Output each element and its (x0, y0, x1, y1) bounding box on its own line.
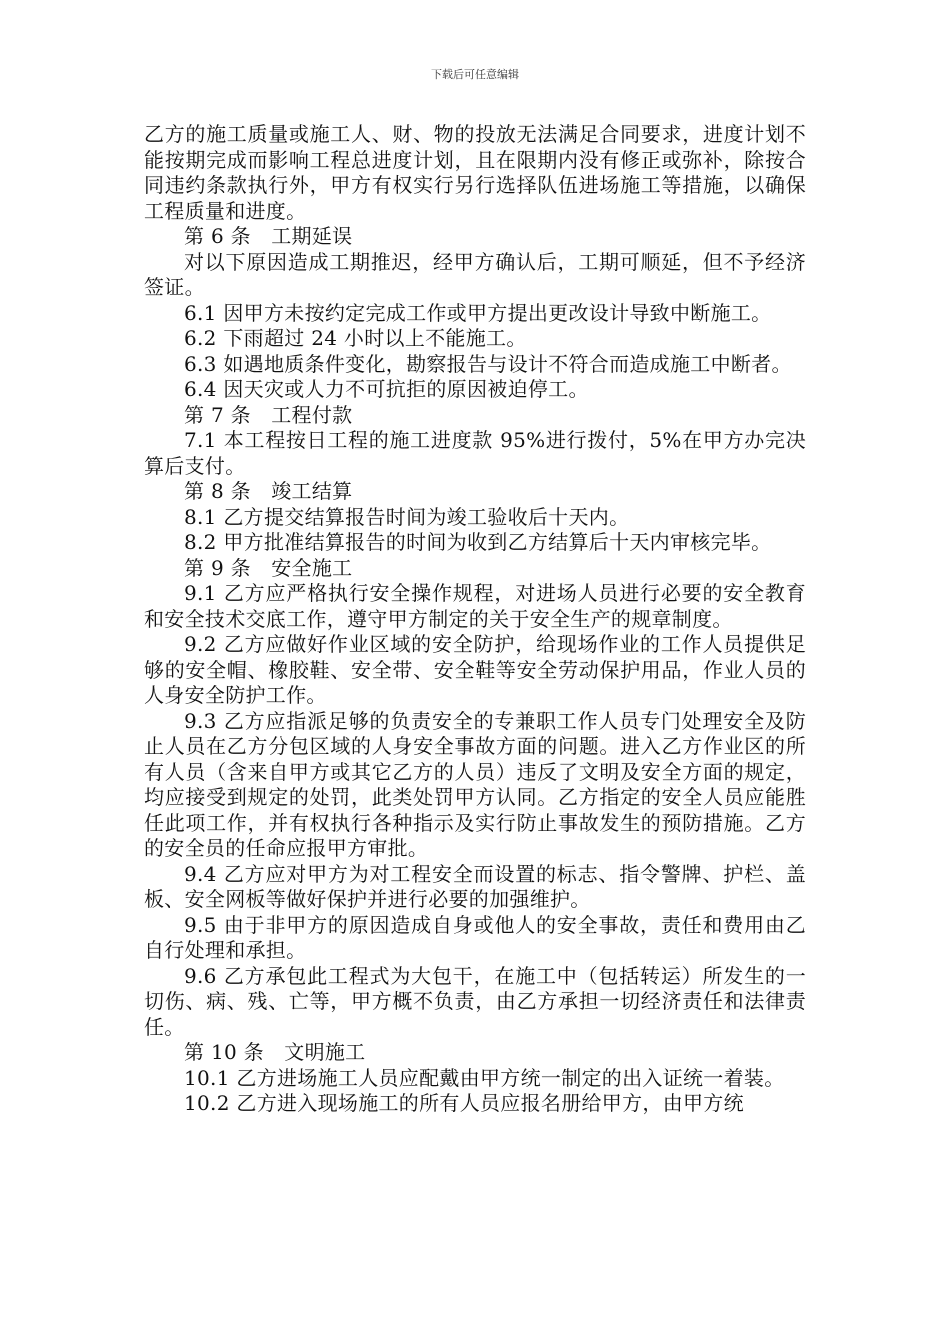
paragraph: 6.3 如遇地质条件变化，勘察报告与设计不符合而造成施工中断者。 (184, 351, 792, 376)
paragraph: 8.2 甲方批准结算报告的时间为收到乙方结算后十天内审核完毕。 (184, 530, 772, 554)
paragraph: 对以下原因造成工期推迟，经甲方确认后，工期可顺延，但不予经济签证。 (144, 249, 806, 299)
paragraph: 9.5 由于非甲方的原因造成自身或他人的安全事故，责任和费用由乙自行处理和承担。 (144, 912, 806, 962)
paragraph: 9.1 乙方应严格执行安全操作规程，对进场人员进行必要的安全教育和安全技术交底工作，遵守甲方制定的关于安全生产的规章制度。 (144, 581, 806, 631)
paragraph: 9.6 乙方承包此工程式为大包干，在施工中（包括转运）所发生的一切伤、病、残、亡等，甲方概不负责，由乙方承担一切经济责任和法律责任。 (144, 963, 806, 1039)
paragraph: 9.4 乙方应对甲方为对工程安全而设置的标志、指令警牌、护栏、盖板、安全网板等做好保护并进行必要的加强维护。 (144, 861, 806, 911)
paragraph: 10.1 乙方进场施工人员应配戴由甲方统一制定的出入证统一着装。 (184, 1065, 785, 1090)
section-heading: 第 6 条 工期延误 (184, 224, 353, 248)
paragraph: 8.1 乙方提交结算报告时间为竣工验收后十天内。 (184, 504, 630, 529)
section-heading: 第 7 条 工程付款 (184, 402, 353, 427)
paragraph: 6.2 下雨超过 24 小时以上不能施工。 (184, 326, 527, 350)
paragraph: 10.2 乙方进入现场施工的所有人员应报名册给甲方，由甲方统 (184, 1091, 744, 1115)
section-heading: 第 9 条 安全施工 (184, 555, 353, 580)
paragraph: 7.1 本工程按日工程的施工进度款 95%进行拨付，5%在甲方办完决算后支付。 (144, 428, 806, 478)
paragraph: 乙方的施工质量或施工人、财、物的投放无法满足合同要求，进度计划不能按期完成而影响工程总进度计划，且在限期内没有修正或弥补，除按合同违约条款执行外，甲方有权实行另行选择队伍进场施工等措施，以确保工程质量和进度。 (144, 122, 806, 223)
section-heading: 第 10 条 文明施工 (184, 1040, 366, 1064)
paragraph: 9.3 乙方应指派足够的负责安全的专兼职工作人员专门处理安全及防止人员在乙方分包区域的人身安全事故方面的问题。进入乙方作业区的所有人员（含来自甲方或其它乙方的人员）违反了文明及安全方面的规定，均应接受到规定的处罚，此类处罚甲方认同。乙方指定的安全人员应能胜任此项工作，并有权执行各种指示及实行防止事故发生的预防措施。乙方的安全员的任命应报甲方审批。 (144, 708, 806, 860)
page-header: 下载后可任意编辑 (431, 68, 519, 81)
paragraph: 9.2 乙方应做好作业区域的安全防护，给现场作业的工作人员提供足够的安全帽、橡胶鞋、安全带、安全鞋等安全劳动保护用品，作业人员的人身安全防护工作。 (144, 632, 806, 707)
section-heading: 第 8 条 竣工结算 (184, 479, 353, 503)
paragraph: 6.1 因甲方未按约定完成工作或甲方提出更改设计导致中断施工。 (184, 300, 772, 325)
paragraph: 6.4 因天灾或人力不可抗拒的原因被迫停工。 (184, 377, 589, 401)
document-body (144, 122, 806, 1117)
